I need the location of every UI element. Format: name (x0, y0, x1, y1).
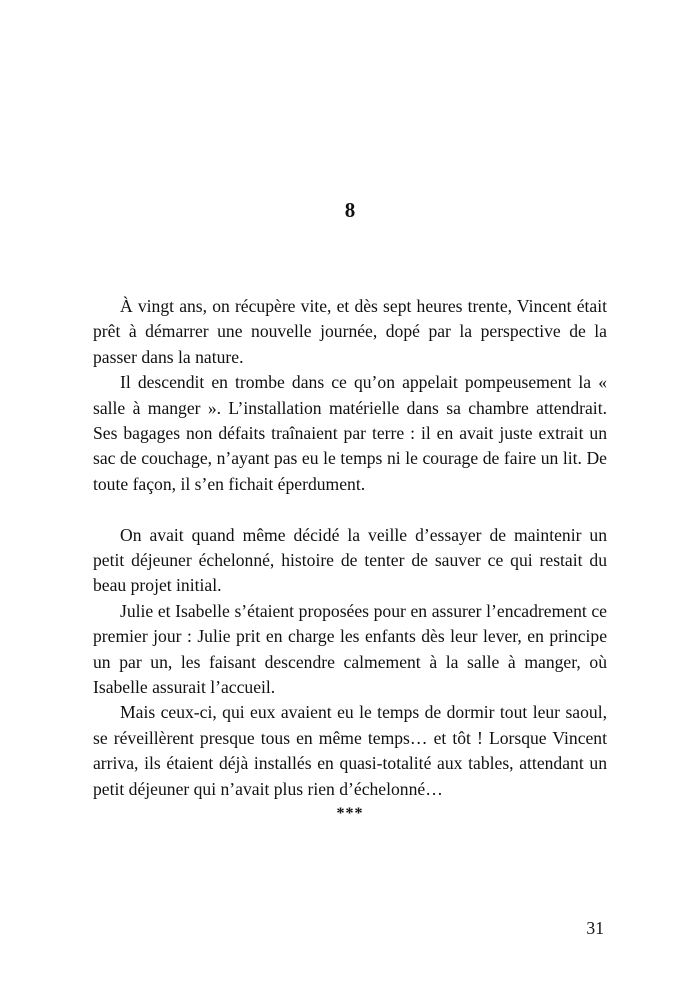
page-number: 31 (586, 918, 604, 938)
section-break: *** (336, 805, 364, 822)
paragraph-2: Il descendit en trombe dans ce qu’on appelait pompeusement la « salle à manger ». L’installation matérielle dans sa chambre attendrait. Ses bagages non défaits traînaient par terre : il en avait juste extrait un sac de couchage, n’ayant pas eu le temps ni le courage de faire un lit. De toute façon, il s’en fichait éperdument. (93, 372, 607, 494)
chapter-number: 8 (344, 198, 356, 222)
chapter-body (93, 294, 607, 802)
paragraph-3: On avait quand même décidé la veille d’essayer de maintenir un petit déjeuner échelonné, histoire de tenter de sauver ce qui restait du beau projet initial. (93, 524, 607, 596)
paragraph-4: Julie et Isabelle s’étaient proposées pour en assurer l’encadrement ce premier jour : Julie prit en charge les enfants dès leur lever, en principe un par un, les faisant descendre calmement à la salle à manger, où Isabelle assurait l’accueil. (93, 600, 607, 698)
paragraph-1: À vingt ans, on récupère vite, et dès sept heures trente, Vincent était prêt à démarrer une nouvelle journée, dopé par la perspective de la passer dans la nature. (93, 296, 607, 367)
paragraph-5: Mais ceux-ci, qui eux avaient eu le temps de dormir tout leur saoul, se réveillèrent presque tous en même temps… et tôt ! Lorsque Vincent arriva, ils étaient déjà installés en quasi-totalité aux tables, attendant un petit déjeuner qui n’avait plus rien d’échelonné… (93, 702, 607, 799)
